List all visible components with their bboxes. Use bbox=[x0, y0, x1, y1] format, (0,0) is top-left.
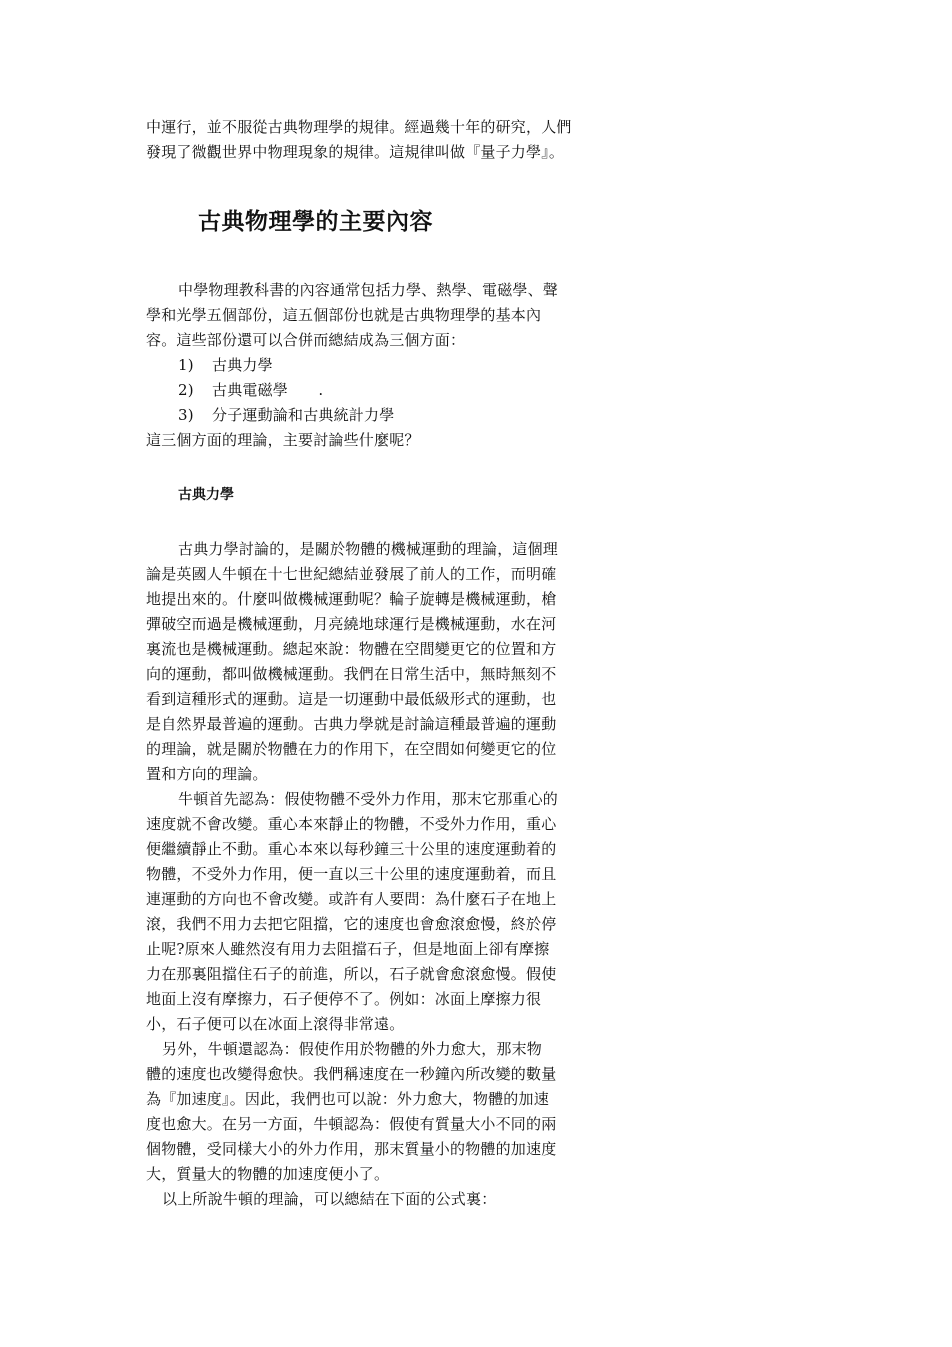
text-line: 物體，不受外力作用，便一直以三十公里的速度運動着，而且 bbox=[146, 865, 557, 883]
text-line: 個物體，受同樣大小的外力作用，那末質量小的物體的加速度 bbox=[146, 1140, 557, 1158]
text-line: 是自然界最普遍的運動。古典力學就是討論這種最普遍的運動 bbox=[146, 715, 557, 733]
text-line: 看到這種形式的運動。這是一切運動中最低級形式的運動，也 bbox=[146, 690, 557, 708]
text-line: 學和光學五個部份，這五個部份也就是古典物理學的基本內 bbox=[146, 306, 542, 324]
text-line: 大，質量大的物體的加速度便小了。 bbox=[146, 1165, 390, 1183]
list-number: 2) bbox=[178, 381, 194, 399]
subsection-title: 古典力學 bbox=[178, 487, 234, 503]
text-line: 彈破空而過是機械運動，月亮繞地球運行是機械運動，水在河 bbox=[146, 615, 557, 633]
list-text: 分子運動論和古典統計力學 bbox=[212, 406, 395, 424]
text-line: 連運動的方向也不會改變。或許有人要問：為什麼石子在地上 bbox=[146, 890, 557, 908]
list-item bbox=[146, 378, 606, 403]
paragraph-4 bbox=[146, 1187, 606, 1212]
list-text: 古典力學 bbox=[212, 356, 273, 374]
text-line: 地提出來的。什麼叫做機械運動呢？輪子旋轉是機械運動，槍 bbox=[146, 590, 557, 608]
text-line: 古典力學討論的，是關於物體的機械運動的理論，這個理 bbox=[178, 540, 559, 558]
text-line: 牛頓首先認為：假使物體不受外力作用，那末它那重心的 bbox=[178, 790, 559, 808]
text-line: 便繼續靜止不動。重心本來以每秒鐘三十公里的速度運動着的 bbox=[146, 840, 557, 858]
text-line: 止呢?原來人雖然沒有用力去阻擋石子，但是地面上卻有摩擦 bbox=[146, 940, 550, 958]
text-line: 向的運動，都叫做機械運動。我們在日常生活中，無時無刻不 bbox=[146, 665, 557, 683]
text-line: 速度就不會改變。重心本來靜止的物體，不受外力作用，重心 bbox=[146, 815, 557, 833]
text-line: 裏流也是機械運動。總起來說：物體在空間變更它的位置和方 bbox=[146, 640, 557, 658]
list-text: 古典電磁學 . bbox=[212, 381, 324, 399]
text-line: 為『加速度』。因此，我們也可以說：外力愈大，物體的加速 bbox=[146, 1090, 549, 1108]
list-number: 3) bbox=[178, 406, 194, 424]
text-line: 中運行，並不服從古典物理學的規律。經過幾十年的研究，人們 bbox=[146, 118, 572, 136]
paragraph-3 bbox=[146, 1037, 606, 1187]
text-line: 的理論，就是關於物體在力的作用下，在空間如何變更它的位 bbox=[146, 740, 557, 758]
text-line: 另外，牛頓還認為：假使作用於物體的外力愈大，那末物 bbox=[162, 1040, 543, 1058]
text-line: 小，石子便可以在冰面上滾得非常遠。 bbox=[146, 1015, 405, 1033]
text-line: 中學物理教科書的內容通常包括力學、熱學、電磁學、聲 bbox=[178, 281, 559, 299]
text-line: 地面上沒有摩擦力，石子便停不了。例如：冰面上摩擦力很 bbox=[146, 990, 542, 1008]
text-line: 論是英國人牛頓在十七世紀總結並發展了前人的工作，而明確 bbox=[146, 565, 557, 583]
paragraph-2 bbox=[146, 787, 606, 1037]
list-item bbox=[146, 353, 606, 378]
intro-paragraph bbox=[146, 115, 606, 165]
section-intro-paragraph bbox=[146, 278, 606, 453]
list-item bbox=[146, 403, 606, 428]
paragraph-1 bbox=[146, 537, 606, 787]
text-line: 體的速度也改變得愈快。我們稱速度在一秒鐘內所改變的數量 bbox=[146, 1065, 557, 1083]
text-line: 這三個方面的理論，主要討論些什麼呢？ bbox=[146, 431, 420, 449]
text-line: 以上所說牛頓的理論，可以總結在下面的公式裏： bbox=[162, 1190, 497, 1208]
list-number: 1) bbox=[178, 356, 194, 374]
text-line: 度也愈大。在另一方面，牛頓認為：假使有質量大小不同的兩 bbox=[146, 1115, 557, 1133]
text-line: 置和方向的理論。 bbox=[146, 765, 268, 783]
text-line: 發現了微觀世界中物理現象的規律。這規律叫做『量子力學』。 bbox=[146, 143, 565, 161]
text-line: 滾，我們不用力去把它阻擋，它的速度也會愈滾愈慢，終於停 bbox=[146, 915, 557, 933]
section-title: 古典物理學的主要內容 bbox=[198, 209, 433, 235]
text-line: 力在那裏阻擋住石子的前進，所以，石子就會愈滾愈慢。假使 bbox=[146, 965, 557, 983]
text-line: 容。這些部份還可以合併而總結成為三個方面： bbox=[146, 331, 466, 349]
body-text bbox=[146, 537, 606, 1212]
